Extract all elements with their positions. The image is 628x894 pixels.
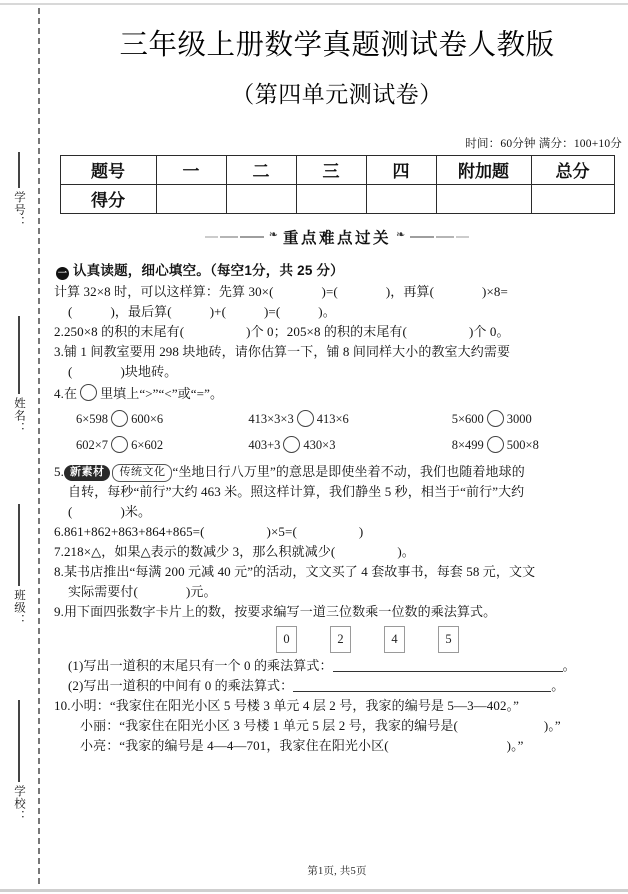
- page-footer: 第1页, 共5页: [307, 866, 367, 877]
- score-table-col-total: 总分: [531, 155, 614, 184]
- score-table-col-extra: 附加题: [436, 155, 531, 184]
- question-4: [54, 384, 626, 404]
- badge-new-material: 新素材: [64, 465, 111, 481]
- compare-pair: [76, 432, 248, 458]
- q10-line1: 小明：“我家住在阳光小区 5 号楼 3 单元 4 层 2 号，我家的编号是 5—3—402。”: [70, 697, 520, 713]
- compare-left: 602×7: [76, 437, 109, 452]
- score-cell-2[interactable]: [226, 184, 296, 213]
- answer-blank-line[interactable]: [293, 677, 551, 692]
- q6-line1-a: 861+862+863+864+865=(: [63, 523, 205, 539]
- leaf-ornament-icon: ❧: [268, 229, 278, 242]
- q2-num: 2.: [54, 323, 64, 339]
- exam-content: [46, 0, 628, 894]
- compare-circle[interactable]: [283, 436, 300, 453]
- score-table-col-4: 四: [366, 155, 436, 184]
- number-card[interactable]: 4: [384, 626, 405, 653]
- q9-sub1-label: (1)写出一道积的末尾只有一个 0 的乘法算式：: [68, 657, 333, 673]
- field-rule: [18, 504, 20, 586]
- compare-circle[interactable]: [80, 384, 97, 401]
- q5-line3-b: )米。: [120, 503, 152, 519]
- margin-field-student-id: [0, 152, 38, 229]
- q1-line2-d: )=(: [264, 303, 281, 319]
- q8-line2-b: )元。: [185, 583, 217, 599]
- q2-line1-b: )个 0；205×8 的积的末尾有(: [246, 323, 407, 339]
- score-table-col-3: 三: [296, 155, 366, 184]
- q5-num: 5.: [54, 463, 64, 479]
- question-3: [54, 342, 626, 362]
- q6-line1-c: ): [358, 523, 364, 539]
- q8-num: 8.: [54, 563, 64, 579]
- q1-line2-c: )+(: [209, 303, 226, 319]
- question-5-continued-1: [54, 482, 626, 502]
- q10-line2-a: 小丽：“我家住在阳光小区 3 号楼 1 单元 5 层 2 号，我家的编号是(: [80, 717, 458, 733]
- compare-right: 430×3: [303, 437, 336, 452]
- q5-line3-a: (: [68, 503, 73, 519]
- compare-pair: [248, 432, 451, 458]
- q10-num: 10.: [54, 697, 71, 713]
- q5-line1: “坐地日行八万里”的意思是即使坐着不动，我们也随着地球的: [172, 463, 525, 479]
- left-margin-strip: [0, 0, 46, 894]
- q9-num: 9.: [54, 603, 64, 619]
- question-9-sub-1: [54, 656, 626, 676]
- q8-line1: 某书店推出“每满 200 元减 40 元”的活动，文文买了 4 套故事书，每套 58 元，文文: [63, 563, 536, 579]
- q4-prompt-a: 在: [63, 385, 78, 401]
- number-card[interactable]: 2: [330, 626, 351, 653]
- score-cell-total[interactable]: [531, 184, 614, 213]
- q1-line1-c: )，再算(: [385, 283, 435, 299]
- compare-right: 600×6: [131, 411, 164, 426]
- margin-field-name: [0, 316, 38, 435]
- q5-line2: 自转，每秒“前行”大约 463 米。照这样计算，我们静坐 5 秒，相当于“前行”大约: [68, 483, 525, 499]
- number-card[interactable]: 0: [276, 626, 297, 653]
- q9-line1: 用下面四张数字卡片上的数，按要求编写一道三位数乘一位数的乘法算式。: [63, 603, 497, 619]
- compare-circle[interactable]: [487, 436, 504, 453]
- field-rule: [18, 700, 20, 782]
- q4-compare-row-2: [54, 432, 626, 458]
- section-heading-text: 认真读题，细心填空。（每空1分，共 25 分）: [73, 262, 344, 278]
- compare-pair: [76, 406, 248, 432]
- compare-left: 5×600: [451, 411, 484, 426]
- compare-right: 413×6: [316, 411, 349, 426]
- score-table: [60, 155, 615, 214]
- question-5: [54, 462, 626, 482]
- section-number-badge: 一: [57, 267, 68, 278]
- q10-line2-b: )。”: [543, 717, 561, 733]
- number-card[interactable]: 5: [438, 626, 459, 653]
- question-8-continued: [54, 582, 626, 602]
- q3-line2-b: )块地砖。: [120, 363, 178, 379]
- compare-right: 3000: [506, 411, 532, 426]
- score-cell-4[interactable]: [366, 184, 436, 213]
- q1-line1-b: )=(: [321, 283, 338, 299]
- margin-field-class: [0, 504, 38, 627]
- compare-circle[interactable]: [297, 410, 314, 427]
- question-9: [54, 602, 626, 622]
- question-10-continued-2: [54, 736, 626, 756]
- score-cell-extra[interactable]: [436, 184, 531, 213]
- q2-line1-c: )个 0。: [468, 323, 510, 339]
- answer-blank-line[interactable]: [333, 657, 563, 672]
- score-cell-1[interactable]: [156, 184, 226, 213]
- question-6: [54, 522, 626, 542]
- question-9-sub-2: [54, 676, 626, 696]
- compare-right: 500×8: [506, 437, 539, 452]
- compare-pair: [452, 406, 626, 432]
- question-10: [54, 696, 626, 716]
- compare-circle[interactable]: [111, 436, 128, 453]
- compare-left: 403+3: [248, 437, 281, 452]
- question-list: [46, 282, 628, 756]
- score-cell-3[interactable]: [296, 184, 366, 213]
- number-card-group: [54, 626, 626, 653]
- q6-num: 6.: [54, 523, 64, 539]
- compare-pair: [248, 406, 451, 432]
- compare-circle[interactable]: [487, 410, 504, 427]
- score-table-row-label: 题号: [60, 155, 156, 184]
- q1-line1-a: 计算 32×8 时，可以这样算：先算 30×(: [54, 283, 274, 299]
- q8-line2-a: 实际需要付(: [68, 583, 138, 599]
- margin-field-label: 学号：: [13, 191, 25, 229]
- score-table-row-label: 得分: [60, 184, 156, 213]
- cut-dashed-line: [38, 8, 40, 884]
- margin-field-label: 姓名：: [13, 397, 25, 435]
- margin-field-school: [0, 700, 38, 823]
- field-rule: [18, 316, 20, 394]
- page-title: 三年级上册数学真题测试卷人教版: [119, 30, 555, 61]
- table-row: [60, 184, 614, 213]
- q4-compare-row-1: [54, 406, 626, 432]
- compare-left: 8×499: [451, 437, 484, 452]
- question-5-continued-2: [54, 502, 626, 522]
- field-rule: [18, 152, 20, 188]
- compare-left: 6×598: [76, 411, 109, 426]
- compare-left: 413×3×3: [248, 411, 294, 426]
- compare-pair: [452, 432, 626, 458]
- q7-line1-b: )。: [397, 543, 415, 559]
- q1-line2-b: )，最后算(: [110, 303, 172, 319]
- exam-meta: 时间：60分钟 满分：100+10分: [465, 137, 622, 150]
- q3-line1: 铺 1 间教室要用 298 块地砖，请你估算一下，铺 8 间同样大小的教室大约需要: [63, 343, 511, 359]
- section-heading: [46, 259, 628, 279]
- q3-line2-a: (: [68, 363, 73, 379]
- q2-line1-a: 250×8 的积的末尾有(: [63, 323, 185, 339]
- divider-dashes-left: [205, 236, 264, 239]
- q4-num: 4.: [54, 385, 64, 401]
- question-3-continued: [54, 362, 626, 382]
- section-divider: [46, 226, 628, 248]
- divider-title: 重点难点过关: [282, 229, 391, 247]
- question-10-continued-1: [54, 716, 626, 736]
- margin-field-label: 学校：: [13, 785, 25, 823]
- compare-right: 6×602: [131, 437, 164, 452]
- q7-num: 7.: [54, 543, 64, 559]
- divider-dashes-right: [410, 236, 469, 239]
- q7-line1-a: 218×△，如果△表示的数减少 3，那么积就减少(: [63, 543, 336, 559]
- leaf-ornament-icon: ❧: [396, 229, 406, 242]
- q3-num: 3.: [54, 343, 64, 359]
- q1-line2-e: )。: [318, 303, 336, 319]
- question-1-continued: [54, 302, 626, 322]
- question-7: [54, 542, 626, 562]
- page-subtitle: （第四单元测试卷）: [231, 81, 443, 107]
- q10-line3-a: 小亮：“我家的编号是 4—4—701，我家住在阳光小区(: [80, 737, 389, 753]
- q9-sub1-end: 。: [562, 657, 576, 673]
- q1-line2-a: (: [68, 303, 73, 319]
- margin-field-label: 班级：: [13, 589, 25, 627]
- q6-line1-b: )×5=(: [266, 523, 297, 539]
- compare-circle[interactable]: [111, 410, 128, 427]
- question-8: [54, 562, 626, 582]
- q10-line3-b: )。”: [506, 737, 524, 753]
- badge-traditional-culture: 传统文化: [112, 464, 172, 482]
- question-2: [54, 322, 626, 342]
- score-table-col-1: 一: [156, 155, 226, 184]
- q1-line1-d: )×8=: [482, 283, 508, 299]
- q9-sub2-label: (2)写出一道积的中间有 0 的乘法算式：: [68, 677, 294, 693]
- question-1: [54, 282, 626, 302]
- score-table-col-2: 二: [226, 155, 296, 184]
- q4-prompt-b: 里填上“>”“<”或“=”。: [100, 385, 224, 401]
- q9-sub2-end: 。: [551, 677, 565, 693]
- table-row: [60, 155, 614, 184]
